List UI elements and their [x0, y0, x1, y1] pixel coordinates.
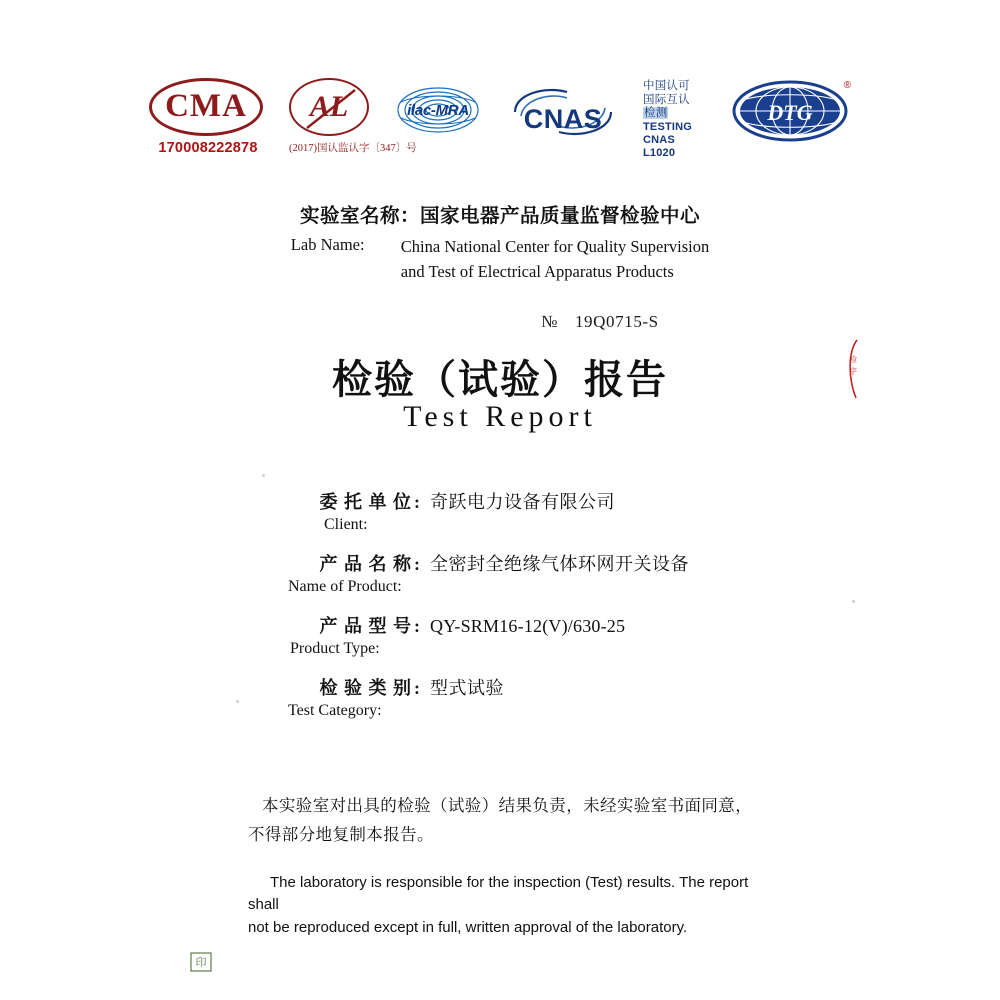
cnas-accreditation-number: CNAS L1020 — [643, 133, 676, 159]
field-product-name-colon: : — [414, 554, 420, 574]
field-test-category-cn-label: 检 验 类 别 — [319, 678, 412, 698]
field-product-name-value: 全密封全绝缘气体环网开关设备 — [430, 554, 689, 574]
field-client-value: 奇跃电力设备有限公司 — [430, 492, 615, 512]
scan-artifact-dot — [852, 600, 855, 603]
report-number-symbol: № — [541, 312, 559, 331]
cnas-line-en-testing: TESTING — [643, 120, 693, 133]
statement-cn-line2: 不得部分地复制本报告。 — [248, 824, 434, 844]
cal-mark — [289, 78, 417, 155]
cnas-mark — [505, 78, 621, 142]
lab-name-en-label: Lab Name: — [290, 235, 365, 254]
statement-en-line2: not be reproduced except in full, written approval of the laboratory. — [248, 918, 688, 936]
corner-stamp-icon — [190, 952, 212, 972]
field-product-type-cn-label: 产 品 型 号 — [319, 616, 412, 636]
field-product-name-cn-label: 产 品 名 称 — [319, 554, 412, 574]
statement-en-line1 — [248, 872, 778, 917]
field-product-type — [288, 612, 928, 658]
svg-text:字: 字 — [849, 367, 857, 376]
field-test-category-colon: : — [414, 678, 420, 698]
report-fields — [288, 488, 928, 736]
scan-artifact-dot — [236, 700, 239, 703]
field-test-category-en-label: Test Category: — [288, 702, 382, 719]
cnas-line-cn-2: 国际互认 — [643, 93, 690, 106]
field-test-category-value: 型式试验 — [430, 678, 504, 698]
cnas-text: CNAS — [523, 104, 603, 134]
lab-name-en-value-line1: China National Center for Quality Supervision — [400, 237, 710, 256]
field-client-cn-label: 委 托 单 位 — [319, 492, 412, 512]
scan-artifact-dot — [262, 474, 265, 477]
page-title-cn: 检验（试验）报告 — [332, 357, 668, 402]
svg-text:DTG: DTG — [767, 100, 813, 125]
lab-name-en-value-line2: and Test of Electrical Apparatus Products — [400, 261, 674, 281]
field-product-name-en-label: Name of Product: — [288, 578, 402, 595]
lab-name-cn-value: 国家电器产品质量监督检验中心 — [420, 206, 701, 227]
field-client-en-label: Client: — [324, 516, 368, 533]
cnas-line-cn-3: 检测 — [644, 107, 668, 120]
field-test-category — [288, 674, 928, 720]
field-product-type-en-label: Product Type: — [290, 640, 380, 657]
field-client — [288, 488, 928, 534]
svg-text:印: 印 — [195, 957, 207, 969]
liability-statement — [248, 792, 778, 939]
field-client-colon: : — [414, 492, 420, 512]
report-number-value: 19Q0715-S — [574, 312, 659, 331]
red-ink-mark — [844, 338, 862, 400]
field-product-type-colon: : — [414, 616, 420, 636]
ilac-mra-mark — [395, 78, 483, 136]
cma-logo-icon — [149, 78, 263, 136]
field-product-type-value: QY-SRM16-12(V)/630-25 — [430, 616, 626, 636]
statement-cn-line1 — [248, 792, 778, 821]
statement-cn-line1-text: 本实验室对出具的检验（试验）结果负责，未经实验室书面同意， — [262, 796, 753, 815]
cal-approval-code: (2017)国认监认字〔347〕号 — [289, 143, 417, 154]
cnas-accreditation-lines — [643, 78, 709, 160]
cnas-line-cn-1: 中国认可 — [643, 80, 690, 92]
statement-en-line1-text: The laboratory is responsible for the inspection (Test) results. The report shall — [248, 873, 749, 914]
registered-trademark-icon: ® — [843, 80, 851, 91]
ilac-mra-text: ilac-MRA — [407, 102, 469, 119]
dtg-globe-icon — [731, 80, 849, 142]
cma-number: 170008222878 — [158, 140, 258, 156]
dtg-mark — [731, 78, 851, 142]
page-title-en: Test Report — [403, 400, 597, 433]
lab-name-block — [0, 200, 1000, 285]
cal-logo-text: AL — [309, 90, 349, 123]
svg-text:检: 检 — [849, 355, 857, 364]
report-number — [0, 312, 1000, 332]
lab-name-cn-label: 实验室名称： — [299, 206, 420, 227]
field-product-name — [288, 550, 928, 596]
cma-logo-text: CMA — [165, 87, 247, 124]
cal-logo-icon — [289, 78, 369, 136]
cal-slash-icon — [301, 86, 361, 132]
cma-mark — [149, 78, 267, 156]
certification-marks-strip — [0, 78, 1000, 170]
